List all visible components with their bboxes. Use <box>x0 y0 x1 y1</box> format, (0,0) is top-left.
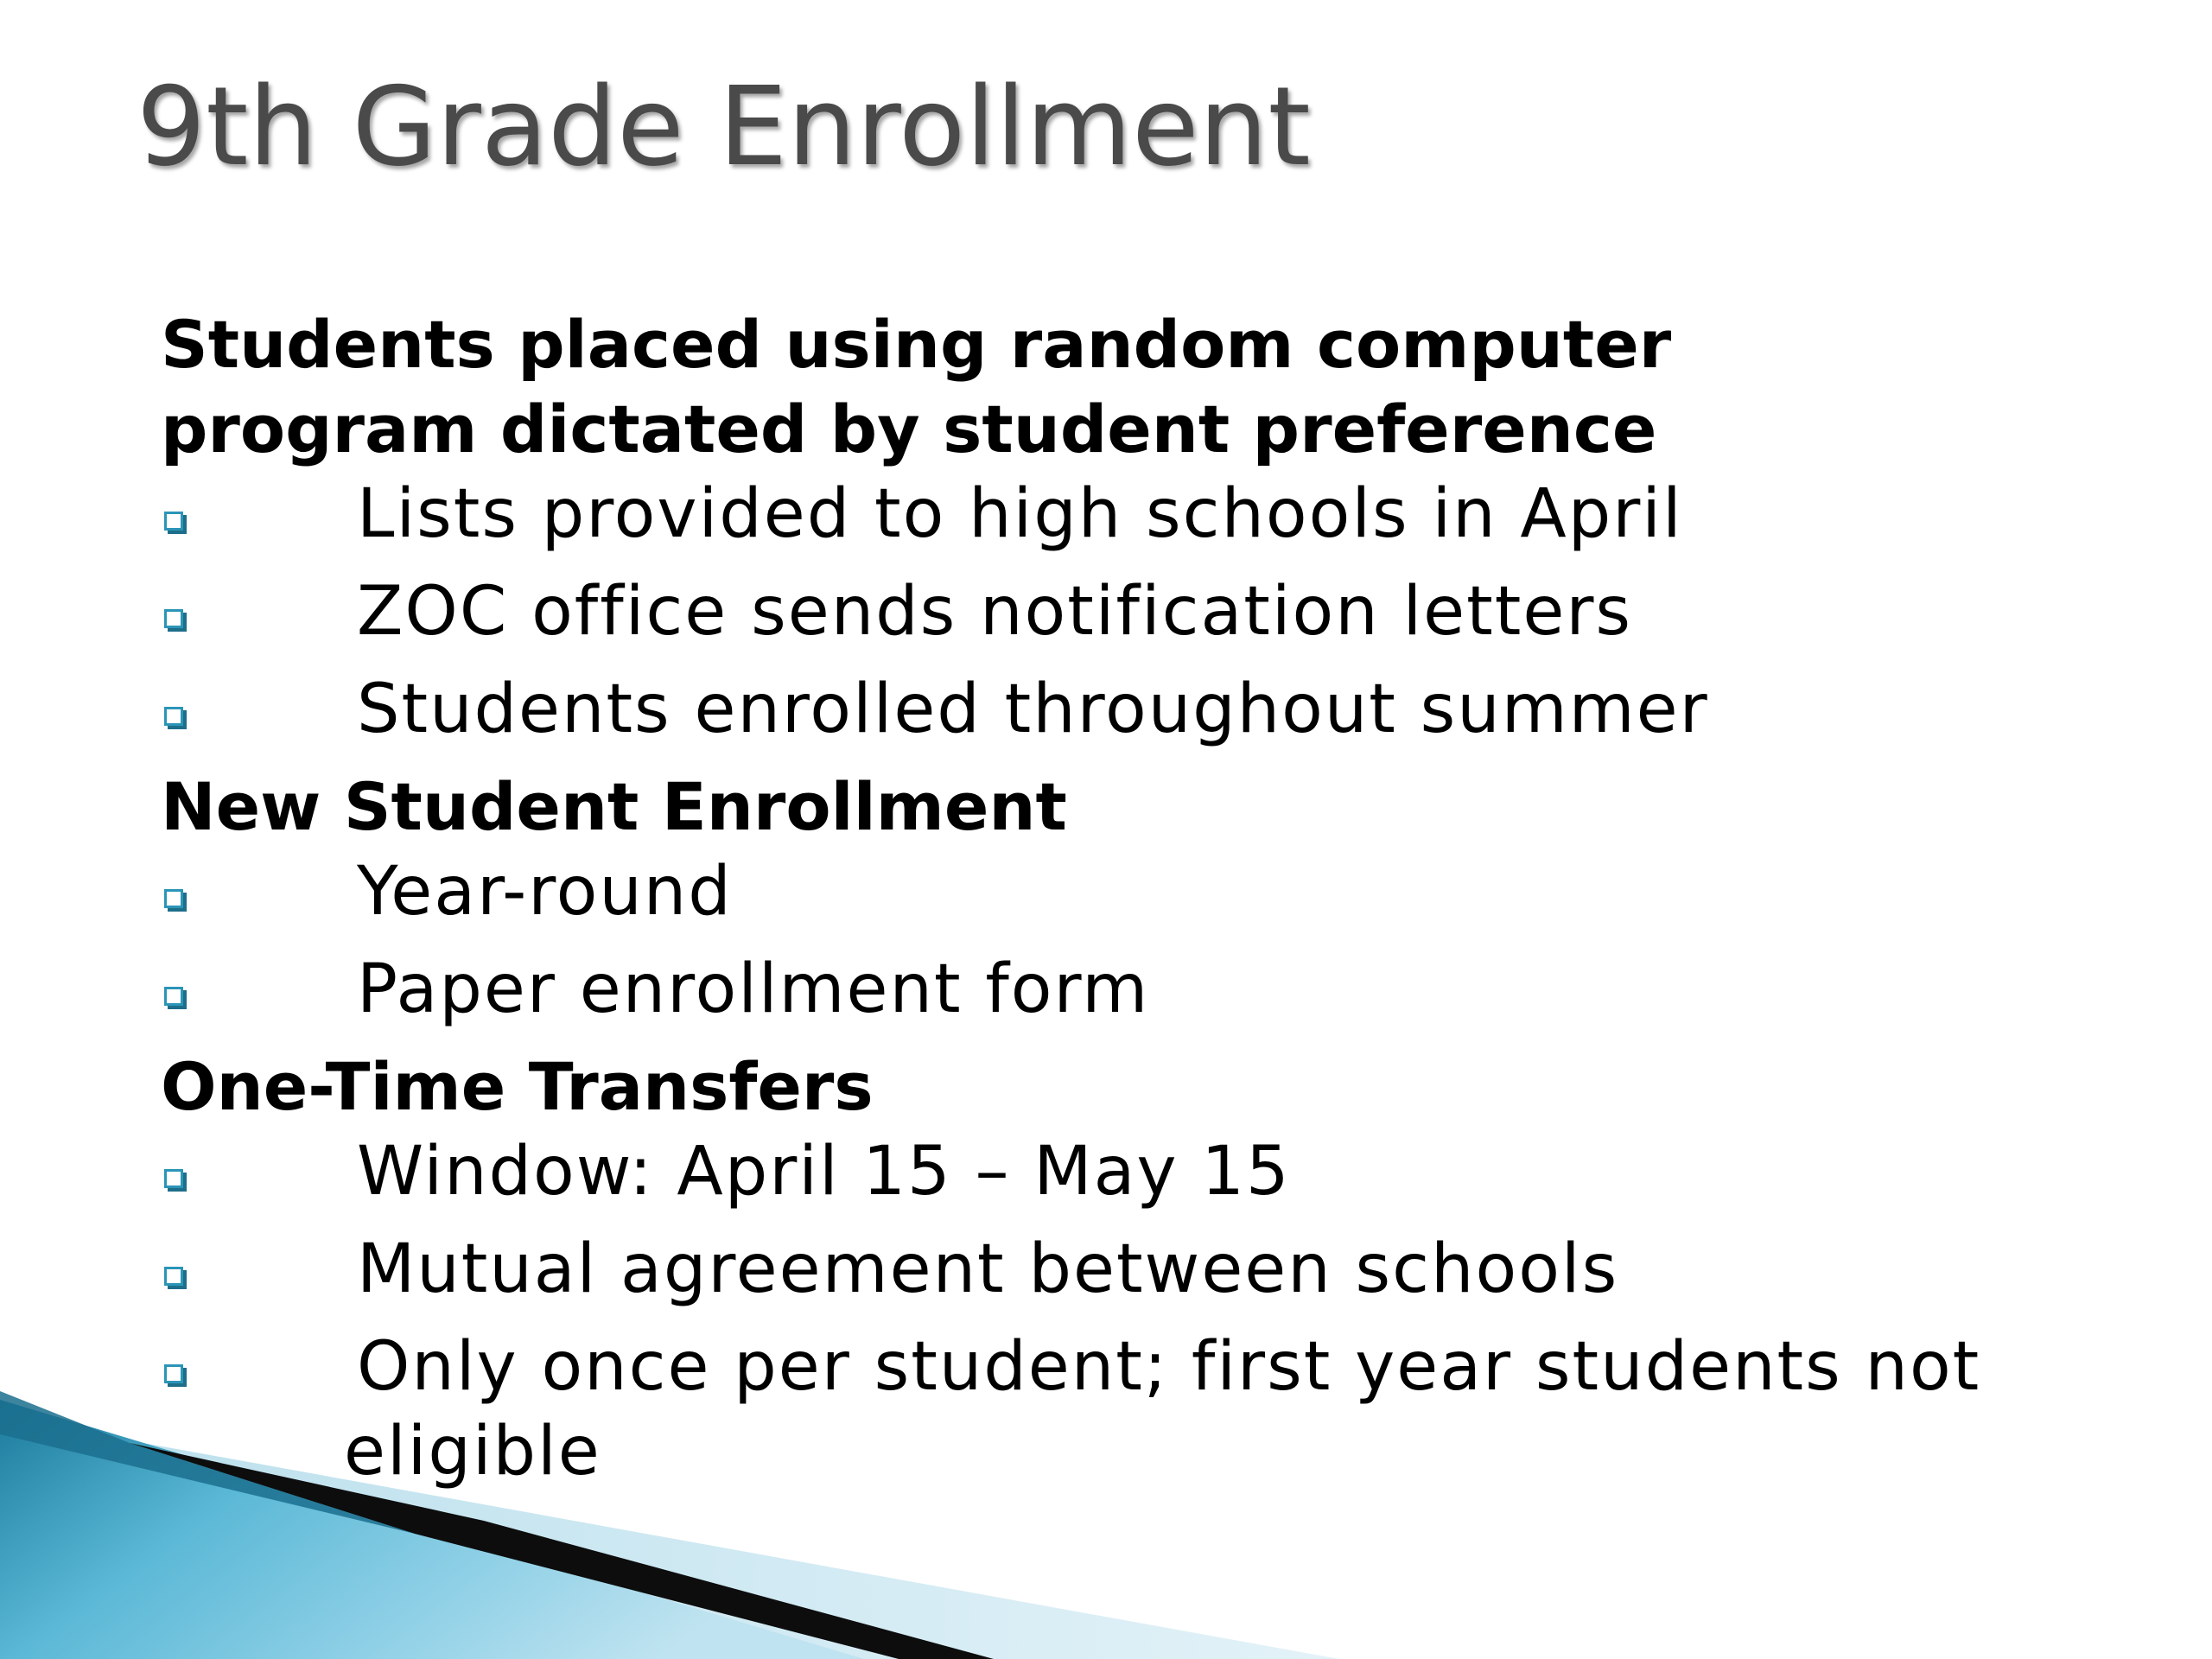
checkbox-square-icon <box>164 889 183 908</box>
checkbox-square-icon <box>164 707 183 726</box>
list-item: ZOC office sends notification letters <box>161 569 2044 667</box>
slide-body <box>161 302 2044 1494</box>
list-item: Paper enrollment form <box>161 947 2044 1045</box>
list-item: Students enrolled throughout summer <box>161 667 2044 765</box>
checkbox-square-icon <box>164 1267 183 1286</box>
list-item: Lists provided to high schools in April <box>161 472 2044 569</box>
checkbox-square-icon <box>164 987 183 1006</box>
slide-title: 9th Grade Enrollment <box>137 63 1311 190</box>
section-heading-placement: Students placed using random computer program dictated by student preference <box>161 306 1672 467</box>
list-item: Mutual agreement between schools <box>161 1227 2044 1325</box>
section-heading-transfers: One-Time Transfers <box>161 1048 874 1125</box>
section-heading-new-student: New Student Enrollment <box>161 768 1067 845</box>
checkbox-square-icon <box>164 1364 183 1383</box>
checkbox-square-icon <box>164 609 183 628</box>
checkbox-square-icon <box>164 1169 183 1188</box>
list-item: Only once per student; first year students not eligible <box>161 1325 2120 1494</box>
checkbox-square-icon <box>164 512 183 531</box>
list-item: Year-round <box>161 849 2044 947</box>
list-item: Window: April 15 – May 15 <box>161 1129 2044 1227</box>
